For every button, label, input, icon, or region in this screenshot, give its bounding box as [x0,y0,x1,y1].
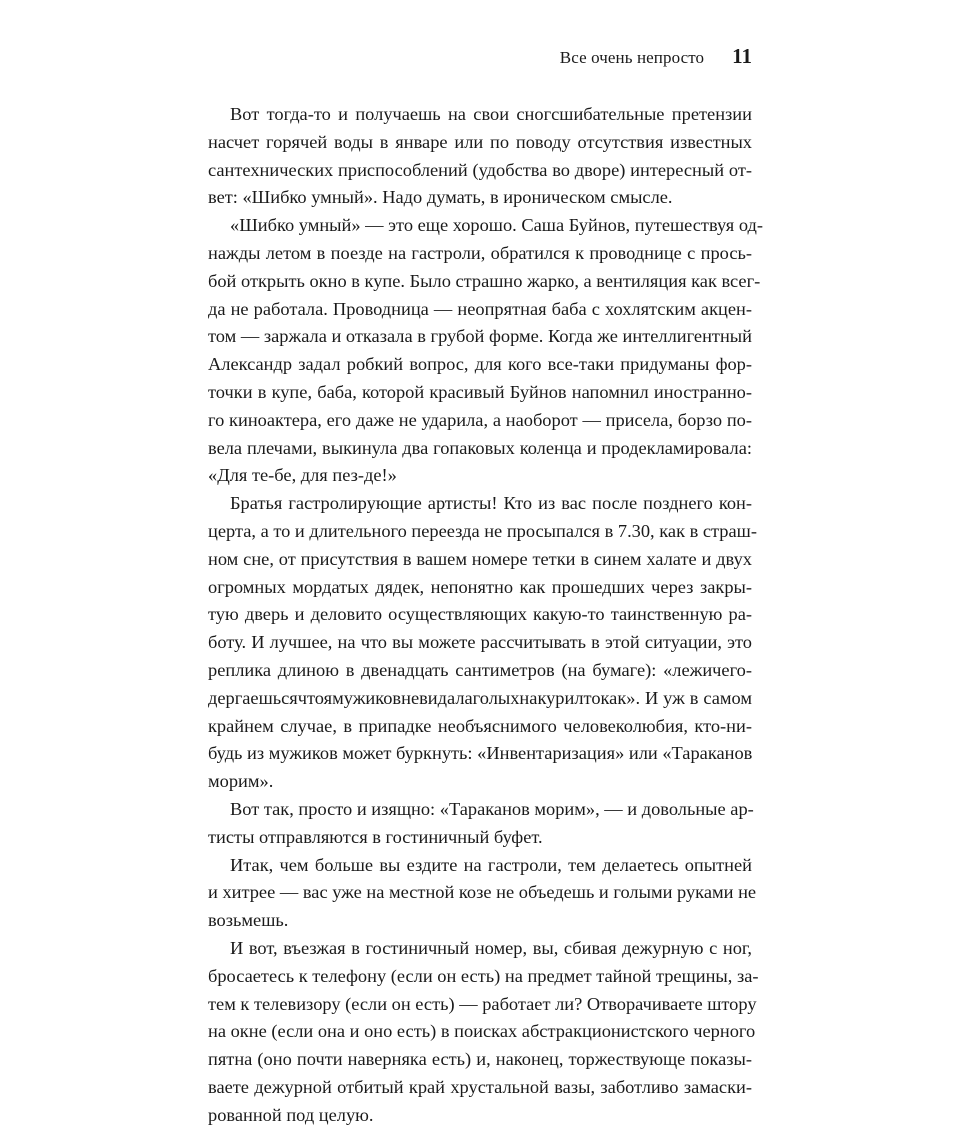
paragraph [208,935,759,1129]
text-line: сантехнических приспособлений (удобства во дворе) интересный от- [208,159,752,180]
text-line: пятна (оно почти наверняка есть) и, наконец, торжествующе показы- [208,1049,752,1070]
text-line: точки в купе, баба, которой красивый Буйнов напомнил иностранно- [208,381,752,402]
text-line: том — заржала и отказала в грубой форме. Когда же интеллигентный [208,326,752,347]
text-line: «Шибко умный» — это еще хорошо. Саша Буйнов, путешествуя од- [230,215,763,236]
text-line: церта, а то и длительного переезда не просыпался в 7.30, как в страш- [208,520,757,541]
paragraph [208,490,757,796]
paragraph [208,796,752,852]
text-line: боту. И лучшее, на что вы можете рассчитывать в этой ситуации, это [208,632,752,653]
text-line: Вот тогда-то и получаешь на свои сногсшибательные претензии [230,104,752,124]
text-line: морим». [208,771,274,792]
text-line: ном сне, от присутствия в вашем номере тетки в синем халате и двух [208,548,752,569]
text-line: Александр задал робкий вопрос, для кого все-таки придуманы фор- [208,354,752,375]
text-line: тисты отправляются в гостиничный буфет. [208,826,543,847]
text-line: будь из мужиков может буркнуть: «Инвентаризация» или «Тараканов [208,743,753,764]
text-line: нажды летом в поезде на гастроли, обратился к проводнице с прось- [208,242,752,263]
text-line: на окне (если она и оно есть) в поисках абстракционистского черного [208,1021,756,1042]
text-line: огромных мордатых дядек, непонятно как прошедших через закры- [208,576,752,597]
paragraph [208,852,757,935]
paragraph [208,101,752,212]
text-line: бой открыть окно в купе. Было страшно жарко, а вентиляция как всег- [208,270,761,291]
text-line: Братья гастролирующие артисты! Кто из вас после позднего кон- [230,493,752,514]
text-line: реплика длиною в двенадцать сантиметров (на бумаге): «лежичего- [208,659,752,680]
text-line: да не работала. Проводница — неопрятная баба с хохлятским акцен- [208,298,752,319]
text-line: дергаешьсячтоямужиковневидалаголыхнакурилтокак». И уж в самом [208,687,752,708]
text-line: тую дверь и деловито осуществляющих какую-то таинственную ра- [208,604,752,625]
page-number: 11 [732,44,752,68]
text-line: го киноактера, его даже не ударила, а наоборот — присела, борзо по- [208,409,752,430]
text-line: бросаетесь к телефону (если он есть) на предмет тайной трещины, за- [208,965,759,986]
body-text [208,101,763,1129]
text-line: рованной под целую. [208,1104,374,1125]
text-line: И вот, въезжая в гостиничный номер, вы, сбивая дежурную с ног, [230,937,752,958]
text-line: насчет горячей воды в январе или по поводу отсутствия известных [208,131,752,152]
text-line: вела плечами, выкинула два гопаковых коленца и продекламировала: [208,437,752,458]
text-line: и хитрее — вас уже на местной козе не объедешь и голыми руками не [208,882,757,903]
text-line: ваете дежурной отбитый край хрустальной вазы, заботливо замаски- [208,1076,752,1097]
running-title: Все очень непросто [559,48,705,67]
text-line: тем к телевизору (если он есть) — работает ли? Отворачиваете штору [208,993,757,1014]
text-line: вет: «Шибко умный». Надо думать, в ироническом смысле. [208,187,673,208]
text-line: крайнем случае, в припадке необъяснимого человеколюбия, кто-ни- [208,715,752,736]
text-line: возьмешь. [208,910,289,931]
paragraph [208,212,763,490]
text-line: Итак, чем больше вы ездите на гастроли, тем делаетесь опытней [230,854,752,875]
text-line: Вот так, просто и изящно: «Тараканов морим», — и довольные ар- [230,798,754,819]
text-line: «Для те-бе, для пез-де!» [208,465,397,486]
running-head [560,44,752,69]
